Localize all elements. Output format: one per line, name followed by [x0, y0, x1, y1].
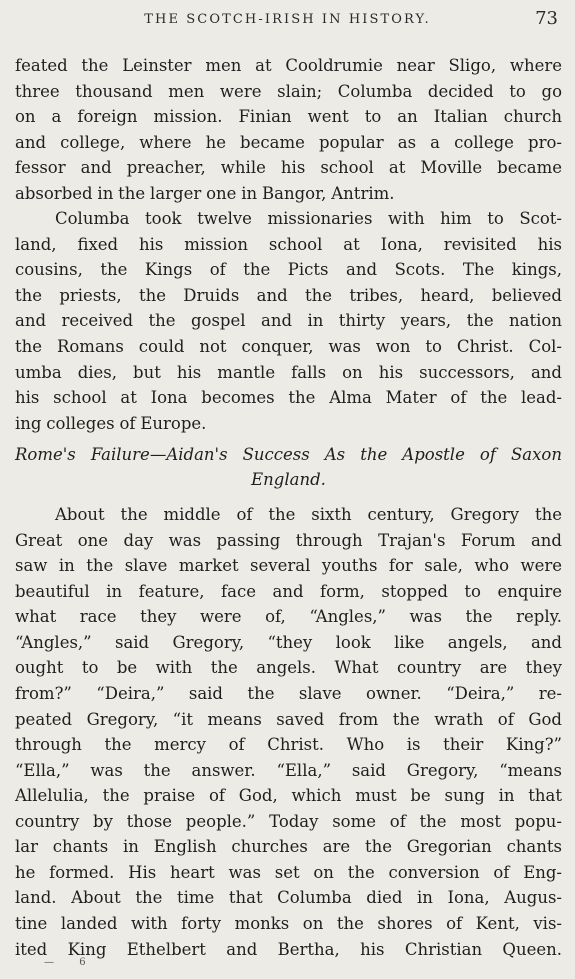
running-title: THE SCOTCH-IRISH IN HISTORY. — [144, 12, 431, 27]
text-line: ing colleges of Europe. — [15, 413, 207, 433]
text-line: on a foreign mission. Finian went to an Italian church — [15, 107, 562, 127]
text-line: from?” “Deira,” said the slave owner. “Deira,” re- — [15, 684, 562, 704]
text-line: Columba took twelve missionaries with him to Scot- — [55, 209, 562, 229]
text-line: three thousand men were slain; Columba decided to go — [15, 81, 562, 101]
paragraph-1 — [15, 53, 562, 206]
text-line: “Angles,” said Gregory, “they look like angels, and — [15, 632, 562, 652]
text-line: Allelulia, the praise of God, which must be sung in that — [15, 786, 562, 806]
text-line: umba dies, but his mantle falls on his successors, and — [15, 362, 562, 382]
signature-dash: — — [44, 957, 55, 968]
text-line: peated Gregory, “it means saved from the wrath of God — [15, 709, 562, 729]
text-line: saw in the slave market several youths for sale, who were — [15, 556, 562, 576]
text-line: “Ella,” was the answer. “Ella,” said Gregory, “means — [15, 760, 562, 780]
text-line: and college, where he became popular as a college pro- — [15, 132, 562, 152]
text-line: tine landed with forty monks on the shores of Kent, vis- — [15, 913, 562, 933]
text-line: feated the Leinster men at Cooldrumie near Sligo, where — [15, 56, 562, 75]
text-line: Great one day was passing through Trajan's Forum and — [15, 530, 562, 550]
section-heading-line-2: England. — [251, 470, 326, 490]
page-number: 73 — [535, 8, 558, 29]
text-line: his school at Iona becomes the Alma Mater of the lead- — [15, 388, 562, 408]
text-line: absorbed in the larger one in Bangor, Antrim. — [15, 183, 395, 203]
text-line: through the mercy of Christ. Who is their King?” — [15, 735, 562, 755]
text-line: the Romans could not conquer, was won to Christ. Col- — [15, 337, 562, 357]
text-line: and received the gospel and in thirty years, the nation — [15, 311, 562, 331]
text-line: land. About the time that Columba died in Iona, Augus- — [15, 888, 562, 908]
text-line: beautiful in feature, face and form, stopped to enquire — [15, 581, 562, 601]
section-heading — [15, 442, 562, 492]
section-heading-line-1: Rome's Failure—Aidan's Success As the Apostle of Saxon — [15, 445, 562, 465]
signature-mark: 6 — [79, 957, 87, 968]
text-line: he formed. His heart was set on the conversion of Eng- — [15, 862, 562, 882]
running-head — [0, 10, 575, 30]
text-line: cousins, the Kings of the Picts and Scots. The kings, — [15, 260, 562, 280]
text-line: ited King Ethelbert and Bertha, his Christian Queen. — [15, 939, 562, 959]
paragraph-3 — [15, 502, 562, 962]
text-line: land, fixed his mission school at Iona, revisited his — [15, 234, 562, 254]
paragraph-2 — [15, 206, 562, 436]
text-line: lar chants in English churches are the Gregorian chants — [15, 837, 562, 857]
signature-mark-area — [44, 957, 87, 968]
text-line: fessor and preacher, while his school at Moville became — [15, 158, 562, 178]
text-line: what race they were of, “Angles,” was the reply. — [15, 607, 562, 627]
body-text — [15, 53, 562, 962]
text-line: the priests, the Druids and the tribes, heard, believed — [15, 285, 562, 305]
text-line: ought to be with the angels. What country are they — [15, 658, 562, 678]
text-line: country by those people.” Today some of the most popu- — [15, 811, 562, 831]
text-line: About the middle of the sixth century, Gregory the — [55, 505, 562, 525]
